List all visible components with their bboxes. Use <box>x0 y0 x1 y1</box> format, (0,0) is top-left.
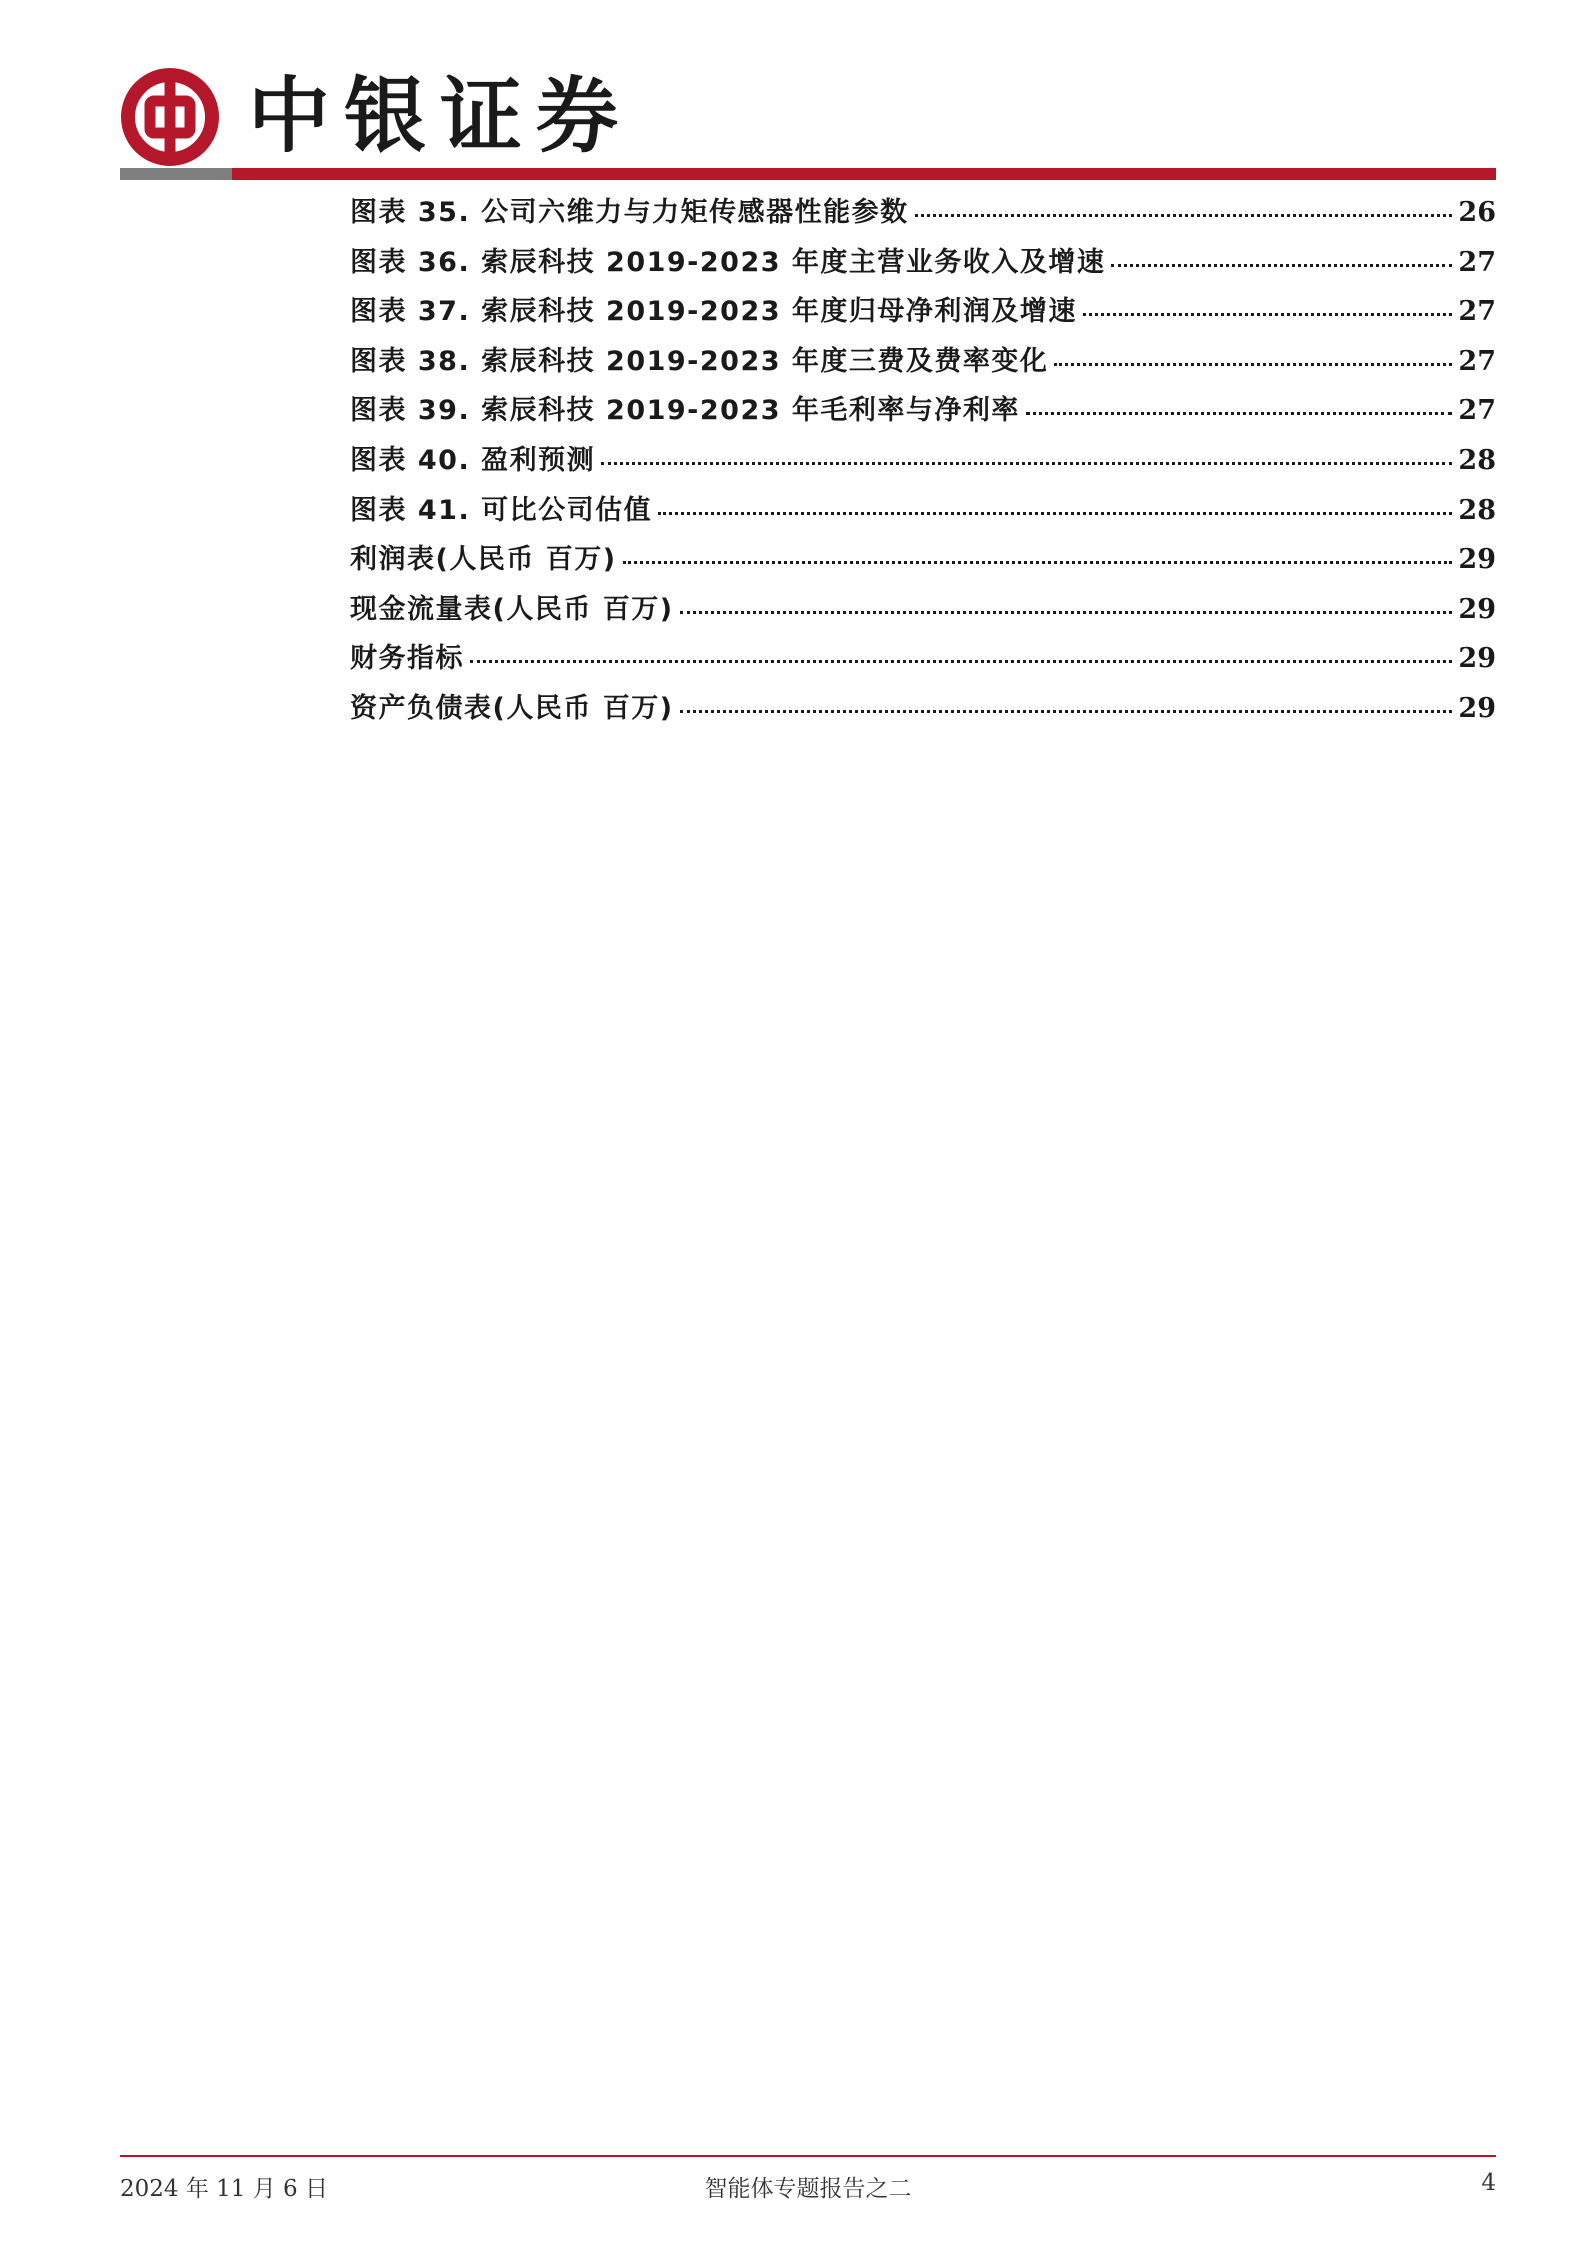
toc-entry-title: 图表 39. 索辰科技 2019-2023 年毛利率与净利率 <box>350 395 1020 427</box>
toc-entry-title: 图表 41. 可比公司估值 <box>350 494 653 526</box>
toc-dot-leader <box>680 710 1453 713</box>
toc-entry-page: 27 <box>1458 246 1496 278</box>
toc-entry-page: 27 <box>1458 395 1496 427</box>
toc-dot-leader <box>658 512 1452 515</box>
toc-entry-title: 图表 40. 盈利预测 <box>350 444 596 476</box>
toc-entry-page: 27 <box>1458 296 1496 328</box>
toc-entry-title: 财务指标 <box>350 643 464 675</box>
toc-entry-title: 图表 35. 公司六维力与力矩传感器性能参数 <box>350 197 909 228</box>
footer-divider <box>120 2155 1496 2157</box>
brand-name: 中银证券 <box>248 69 633 164</box>
footer-page-number: 4 <box>1481 2170 1496 2196</box>
toc-dot-leader <box>915 214 1453 217</box>
toc-dot-leader <box>601 462 1452 465</box>
toc-entry-title: 图表 37. 索辰科技 2019-2023 年度归母净利润及增速 <box>350 296 1077 328</box>
toc-entry[interactable] <box>350 488 1496 538</box>
toc-entry-page: 28 <box>1458 494 1496 526</box>
toc-dot-leader <box>1026 412 1452 415</box>
toc-entry-page: 29 <box>1458 593 1496 625</box>
toc-entry-page: 29 <box>1458 544 1496 576</box>
toc-entry-title: 图表 36. 索辰科技 2019-2023 年度主营业务收入及增速 <box>350 246 1106 278</box>
toc-entry[interactable] <box>350 587 1496 637</box>
table-of-contents <box>350 190 1496 736</box>
toc-entry[interactable] <box>350 388 1496 438</box>
toc-entry-title: 图表 38. 索辰科技 2019-2023 年度三费及费率变化 <box>350 345 1049 377</box>
header-divider-grey-segment <box>120 168 232 180</box>
toc-entry[interactable] <box>350 240 1496 290</box>
toc-entry-page: 29 <box>1458 643 1496 675</box>
toc-entry-title: 资产负债表(人民币 百万) <box>350 692 674 724</box>
footer-date: 2024 年 11 月 6 日 <box>120 2176 328 2202</box>
page-footer <box>120 2170 1496 2204</box>
header-divider <box>120 168 1496 180</box>
toc-entry-title: 现金流量表(人民币 百万) <box>350 593 674 625</box>
toc-dot-leader <box>1083 313 1452 316</box>
toc-entry[interactable] <box>350 339 1496 389</box>
toc-entry[interactable] <box>350 537 1496 587</box>
toc-dot-leader <box>470 660 1452 663</box>
page-header <box>120 62 632 172</box>
toc-entry-title: 利润表(人民币 百万) <box>350 544 617 576</box>
toc-dot-leader <box>1111 264 1452 267</box>
toc-entry[interactable] <box>350 438 1496 488</box>
toc-dot-leader <box>680 611 1453 614</box>
toc-entry-page: 27 <box>1458 345 1496 377</box>
toc-entry-page: 28 <box>1458 444 1496 476</box>
toc-entry[interactable] <box>350 289 1496 339</box>
toc-entry[interactable] <box>350 636 1496 686</box>
toc-dot-leader <box>1054 363 1452 366</box>
toc-entry-page: 26 <box>1458 197 1496 228</box>
toc-entry-page: 29 <box>1458 692 1496 724</box>
toc-entry[interactable] <box>350 190 1496 240</box>
header-divider-red-segment <box>232 168 1496 180</box>
toc-dot-leader <box>623 561 1453 564</box>
footer-report-title: 智能体专题报告之二 <box>704 2176 912 2202</box>
toc-entry[interactable] <box>350 686 1496 736</box>
bank-of-china-logo-icon <box>120 67 220 167</box>
